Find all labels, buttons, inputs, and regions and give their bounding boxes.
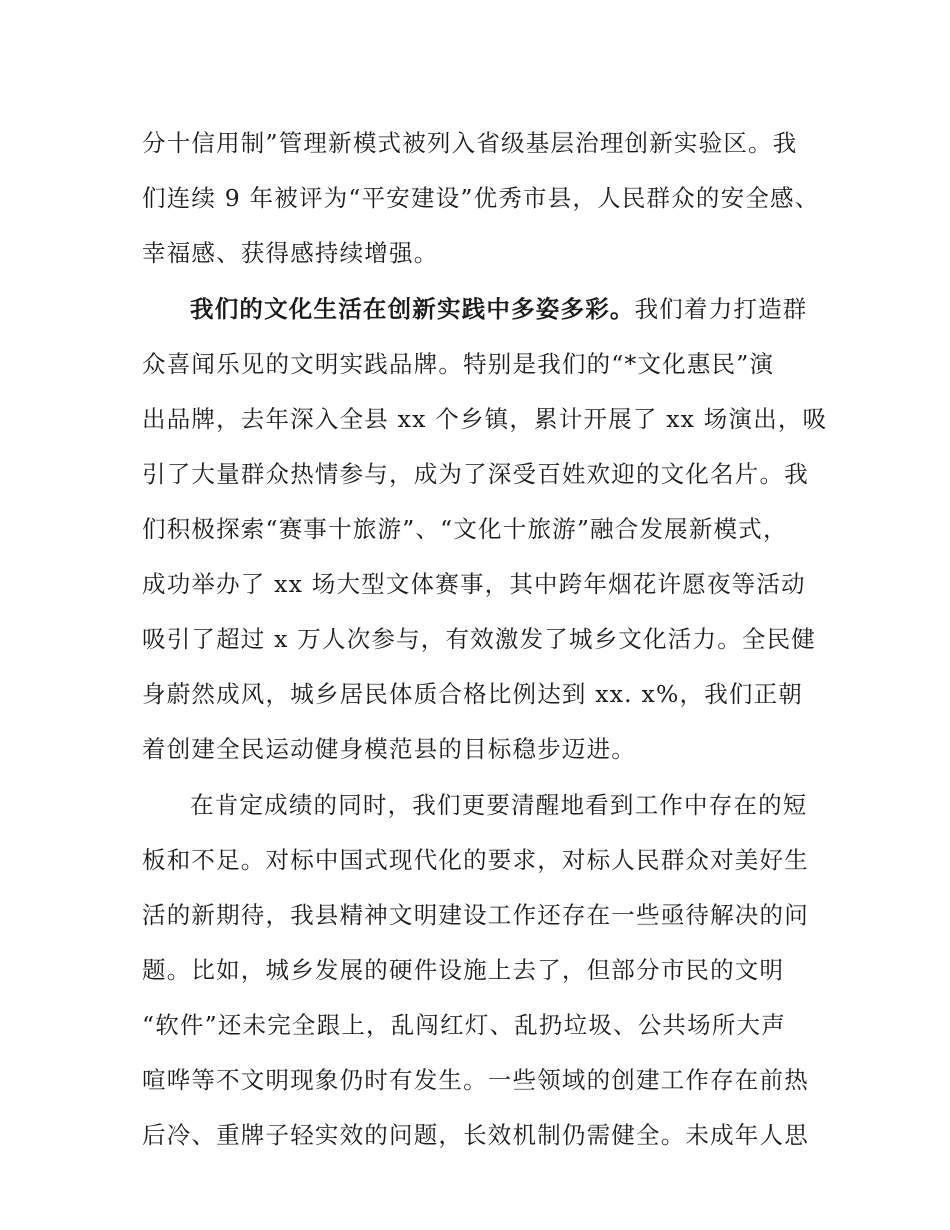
paragraph-3-line-5: “软件”还未完全跟上，乱闯红灯、乱扔垃圾、公共场所大声 (142, 1011, 786, 1039)
paragraph-2-line-5: 们积极探索“赛事十旅游”、“文化十旅游”融合发展新模式， (142, 515, 788, 543)
paragraph-2-line-6: 成功举办了 xx 场大型文体赛事，其中跨年烟花许愿夜等活动 (142, 570, 806, 598)
paragraph-2-line-3: 出品牌，去年深入全县 xx 个乡镇，累计开展了 xx 场演出，吸 (142, 405, 828, 433)
paragraph-1-line-1: 分十信用制”管理新模式被列入省级基层治理创新实验区。我 (142, 129, 798, 157)
paragraph-2-line-7: 吸引了超过 x 万人次参与，有效激发了城乡文化活力。全民健 (142, 625, 816, 653)
paragraph-3-line-6: 喧哗等不文明现象仍时有发生。一些领域的创建工作存在前热 (142, 1066, 809, 1094)
paragraph-1-line-3: 幸福感、获得感持续增强。 (142, 239, 439, 267)
paragraph-2-lead-heading: 我们的文化生活在创新实践中多姿多彩。 (190, 295, 635, 323)
paragraph-2-lead-text: 我们着力打造群 (634, 295, 808, 323)
paragraph-3-line-4: 题。比如，城乡发展的硬件设施上去了，但部分市民的文明 (142, 956, 785, 984)
paragraph-3-line-3: 活的新期待，我县精神文明建设工作还存在一些亟待解决的问 (142, 901, 809, 929)
paragraph-2-line-1 (190, 294, 832, 324)
paragraph-1-line-2: 们连续 9 年被评为“平安建设”优秀市县，人民群众的安全感、 (142, 184, 820, 212)
paragraph-2-line-4: 引了大量群众热情参与，成为了深受百姓欢迎的文化名片。我 (142, 460, 809, 488)
paragraph-2-line-9: 着创建全民运动健身模范县的目标稳步迈进。 (142, 735, 636, 763)
paragraph-3-line-7: 后冷、重牌子轻实效的问题，长效机制仍需健全。未成年人思 (142, 1121, 809, 1149)
paragraph-3-line-1: 在肯定成绩的同时，我们更要清醒地看到工作中存在的短 (190, 791, 808, 819)
paragraph-2-line-8: 身蔚然成风，城乡居民体质合格比例达到 xx. x%，我们正朝 (142, 680, 803, 708)
paragraph-2-line-2: 众喜闻乐见的文明实践品牌。特别是我们的“*文化惠民”演 (142, 350, 775, 378)
paragraph-3-line-2: 板和不足。对标中国式现代化的要求，对标人民群众对美好生 (142, 846, 809, 874)
